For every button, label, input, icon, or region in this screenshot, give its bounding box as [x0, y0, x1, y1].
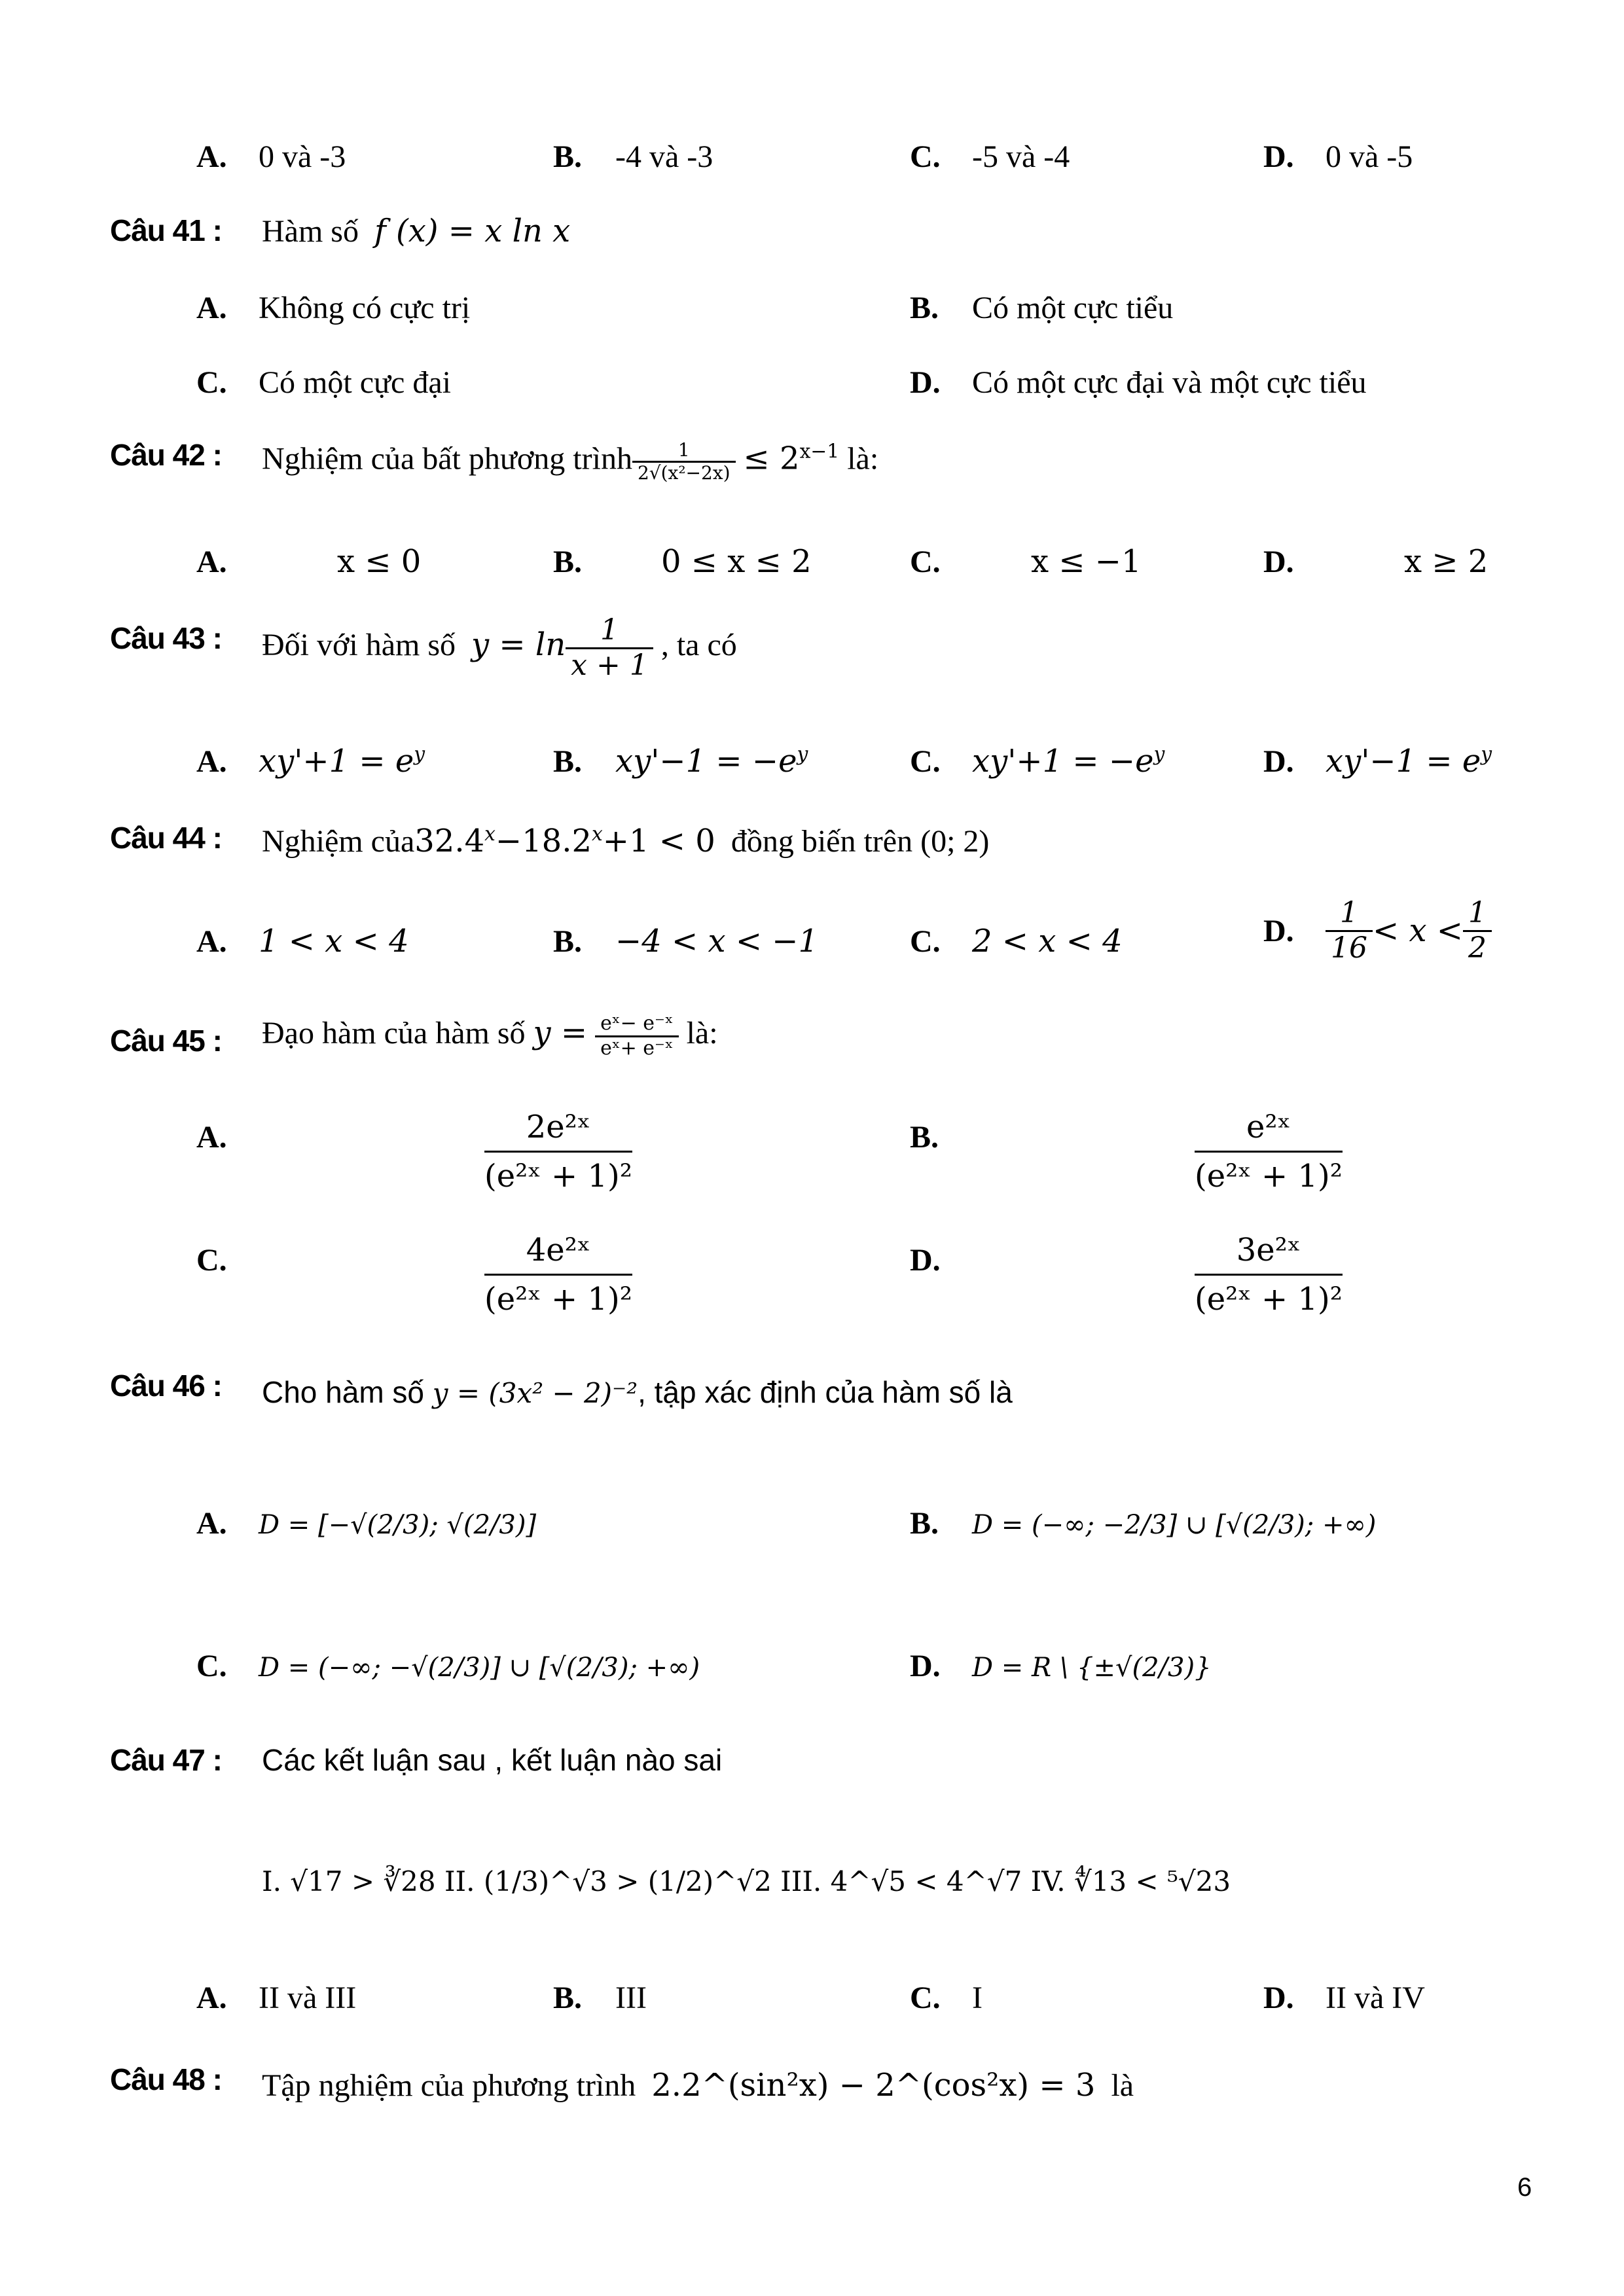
question-label: Câu 43 : [110, 621, 222, 655]
q43-option-d[interactable]: D. $xy'-1 = e^y$ [1263, 743, 1492, 780]
q42-option-a[interactable]: A. x ≤ 0 [196, 543, 422, 580]
q47-option-a[interactable]: A. II và III [196, 1981, 357, 2015]
question-text: Tập nghiệm của phương trình 2.2^(sin²x) − 2^(cos²x) = 3 là [262, 2067, 1134, 2104]
q45-option-c-fraction: $\frac{\text{4e²ˣ}}{\text{(e²ˣ + 1)²}}$ [484, 1232, 632, 1318]
q45-option-b-fraction: $\frac{\text{e²ˣ}}{\text{(e²ˣ + 1)²}}$ [1195, 1109, 1343, 1194]
question-label: Câu 47 : [110, 1743, 222, 1777]
q42-option-c[interactable]: C. x ≤ −1 [910, 543, 1142, 580]
formula: y = (3x² − 2)⁻² [432, 1377, 638, 1409]
inequality-fraction: $\frac{1}{\text{2√(x²−2x)}}$ [632, 440, 736, 484]
q41-option-c[interactable]: C. Có một cực đại [196, 365, 451, 400]
q40-option-d[interactable]: D. 0 và -5 [1263, 139, 1413, 174]
q40-option-b[interactable]: B. -4 và -3 [553, 139, 713, 174]
statement-list: I. √17 > ∛28 II. (1/3)^√3 > (1/2)^√2 III. 4^√5 < 4^√7 IV. ∜13 < ⁵√23 [262, 1865, 1231, 1897]
q44-option-b[interactable]: B. −4 < x < −1 [553, 923, 819, 960]
q47-option-c[interactable]: C. I [910, 1981, 983, 2015]
q46-option-b[interactable]: B. D = (−∞; −2/3] ∪ [√(2/3); +∞) [910, 1506, 1377, 1541]
q40-option-c[interactable]: C. -5 và -4 [910, 139, 1070, 174]
question-label: Câu 42 : [110, 438, 222, 472]
question-text: Đối với hàm số y = ln $\frac{1}{x + 1}$ , ta có [262, 613, 737, 682]
q45-option-a[interactable]: A. [196, 1120, 227, 1155]
question-text: Nghiệm $của32.4^x-18.2^x+1 < 0$ đồng biến trên (0; 2) [262, 823, 990, 859]
q45-option-d[interactable]: D. [910, 1243, 941, 1278]
page-number: 6 [1517, 2173, 1532, 2202]
q46-option-d[interactable]: D. D = R \ {±√(2/3)} [910, 1649, 1212, 1683]
q40-option-a[interactable]: A. 0 và -3 [196, 139, 346, 174]
q44-option-a[interactable]: A. 1 < x < 4 [196, 923, 409, 960]
q45-option-a-fraction: $\frac{\text{2e²ˣ}}{\text{(e²ˣ + 1)²}}$ [484, 1109, 632, 1194]
question-label: Câu 46 : [110, 1369, 222, 1403]
q42-option-d[interactable]: D. x ≥ 2 [1263, 543, 1489, 580]
question-text: Nghiệm của bất phương trình $\frac{1}{\text{2√(x²−2x)}}$ ≤ $2^{x-1}$ là: [262, 439, 879, 484]
q47-option-d[interactable]: D. II và IV [1263, 1981, 1425, 2015]
question-label: Câu 45 : [110, 1024, 222, 1058]
formula: f (x) = x ln x [374, 213, 571, 249]
q41-option-d[interactable]: D. Có một cực đại và một cực tiểu [910, 365, 1367, 400]
q43-option-c[interactable]: C. $xy'+1 = -e^y$ [910, 743, 1165, 780]
question-text: Cho hàm số y = (3x² − 2)⁻², tập xác định của hàm số là [262, 1375, 1013, 1409]
fraction: $\frac{1}{x + 1}$ [566, 614, 653, 682]
formula: 2.2^(sin²x) − 2^(cos²x) = 3 [651, 2067, 1096, 2104]
q45-option-c[interactable]: C. [196, 1243, 227, 1278]
q46-option-c[interactable]: C. D = (−∞; −√(2/3)] ∪ [√(2/3); +∞) [196, 1649, 700, 1683]
q44-option-d[interactable]: D. $\frac{1}{16}$ < x < $\frac{1}{2}$ [1263, 897, 1492, 965]
q41-option-a[interactable]: A. Không có cực trị [196, 291, 471, 325]
q45-option-b[interactable]: B. [910, 1120, 939, 1155]
q46-option-a[interactable]: A. D = [−√(2/3); √(2/3)] [196, 1506, 537, 1541]
q44-option-c[interactable]: C. 2 < x < 4 [910, 923, 1123, 960]
q43-option-b[interactable]: B. $xy'-1 = -e^y$ [553, 743, 808, 780]
q47-option-b[interactable]: B. III [553, 1981, 647, 2015]
q45-option-d-fraction: $\frac{\text{3e²ˣ}}{\text{(e²ˣ + 1)²}}$ [1195, 1232, 1343, 1318]
q43-option-a[interactable]: A. $xy'+1 = e^y$ [196, 743, 425, 780]
question-label: Câu 44 : [110, 821, 222, 855]
question-label: Câu 48 : [110, 2062, 222, 2096]
question-text: Đạo hàm của hàm số y = $\frac{\text{eˣ− e⁻ˣ}}{\text{eˣ+ e⁻ˣ}}$ là: [262, 1012, 718, 1060]
q41-option-b[interactable]: B. Có một cực tiểu [910, 291, 1174, 325]
question-text: Các kết luận sau , kết luận nào sai [262, 1743, 723, 1777]
derivative-fraction: $\frac{\text{eˣ− e⁻ˣ}}{\text{eˣ+ e⁻ˣ}}$ [595, 1013, 678, 1060]
question-text: Hàm số f (x) = x ln x [262, 213, 571, 249]
question-label: Câu 41 : [110, 213, 222, 247]
q42-option-b[interactable]: B. 0 ≤ x ≤ 2 [553, 543, 812, 580]
